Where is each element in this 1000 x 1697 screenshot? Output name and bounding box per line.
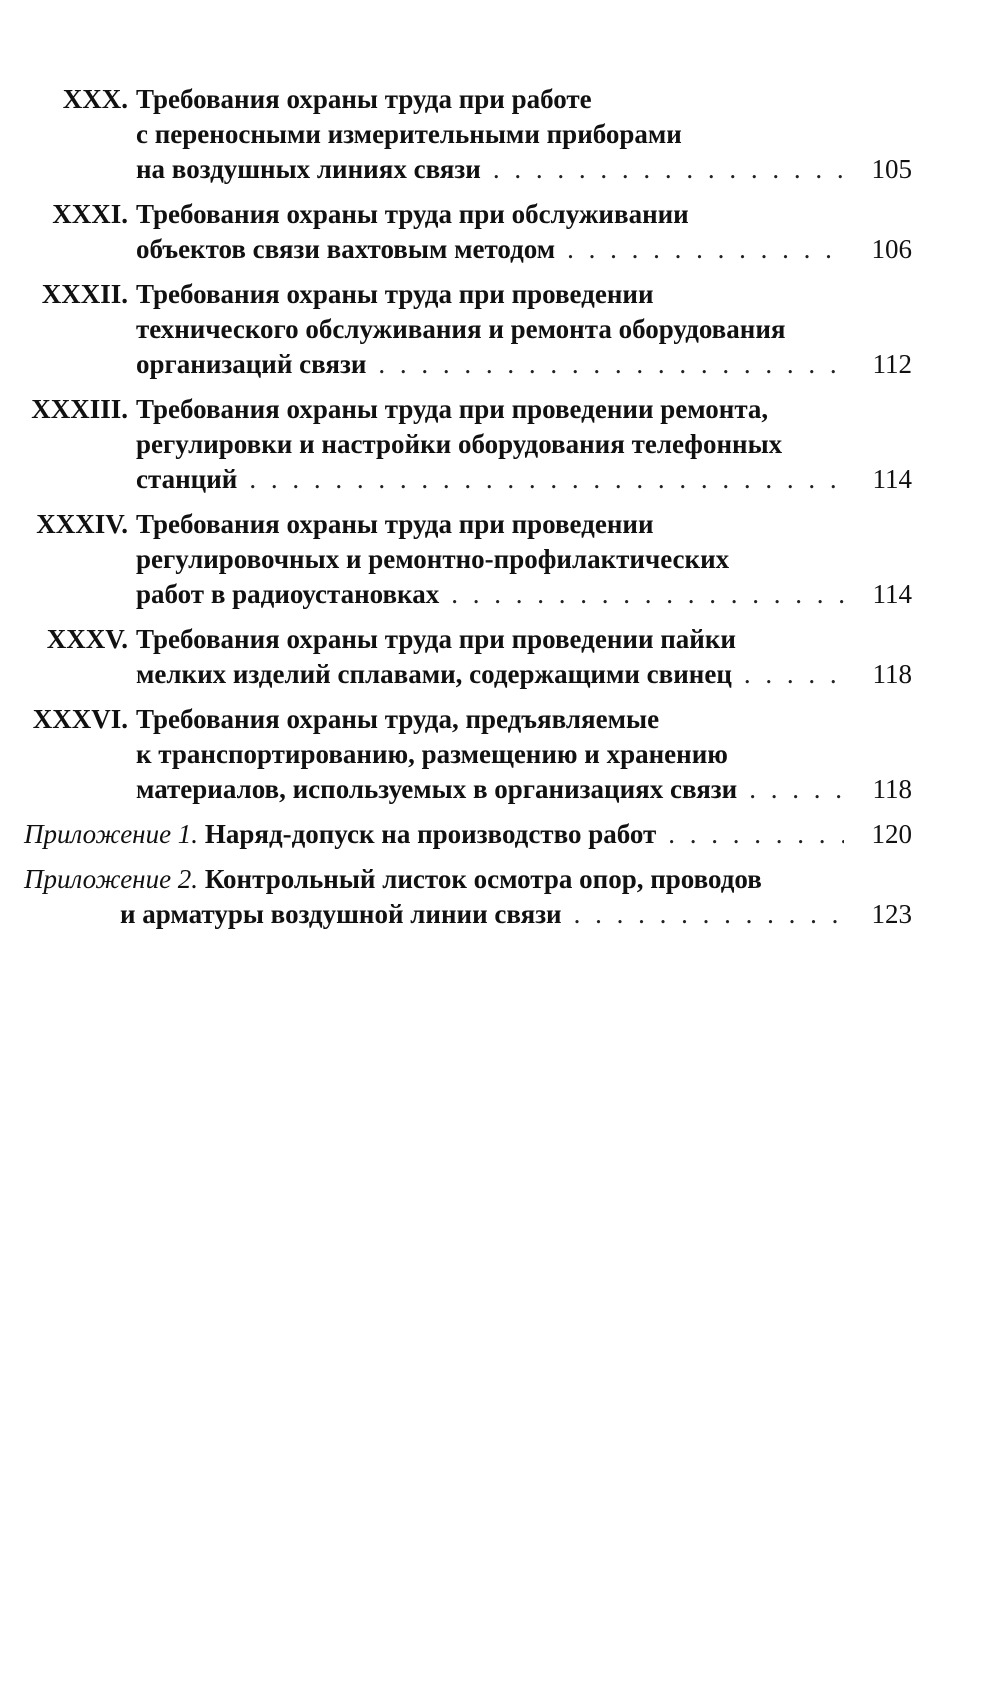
toc-entry-xxxvi [24,702,912,807]
dot-leader [451,577,844,612]
toc-appendix-2 [24,862,912,932]
toc-entry-xxxi [24,197,912,267]
section-title-line: на воздушных линиях связи [136,154,481,184]
appendix-label: Приложение 1. [24,819,199,849]
dot-leader [574,897,844,932]
page-number: 114 [872,579,912,609]
section-title-line: Требования охраны труда при проведении пайки [136,624,736,654]
table-of-contents [24,82,912,942]
section-title-line: организаций связи [136,349,367,379]
section-title-line: с переносными измерительными приборами [136,119,682,149]
section-title-line: регулировочных и ремонтно-профилактических [136,544,730,574]
dot-leader [567,232,844,267]
section-title-line: объектов связи вахтовым методом [136,234,556,264]
dot-leader [668,817,844,852]
page-number: 123 [871,899,912,929]
toc-entry-xxxiv [24,507,912,612]
section-title-line: Требования охраны труда при проведении [136,509,654,539]
dot-leader [249,462,844,497]
section-title-line: Требования охраны труда при работе [136,84,592,114]
section-title-line: станций [136,464,238,494]
page-number: 112 [872,349,912,379]
appendix-label: Приложение 2. [24,864,199,894]
section-title-line: мелких изделий сплавами, содержащими свинец [136,659,732,689]
appendix-title: Наряд-допуск на производство работ [204,819,657,849]
page-number: 106 [871,234,912,264]
section-number: XXXV. [46,624,128,654]
toc-entry-xxxii [24,277,912,382]
section-title-line: материалов, используемых в организациях связи [136,774,738,804]
toc-entry-xxxv [24,622,912,692]
section-title-line: к транспортированию, размещению и хранению [136,739,728,769]
section-title-line: регулировки и настройки оборудования телефонных [136,429,783,459]
appendix-title: Контрольный листок осмотра опор, проводов [204,864,762,894]
toc-entry-xxx [24,82,912,187]
section-number: XXX. [62,84,128,114]
dot-leader [744,657,844,692]
section-number: XXXIII. [31,394,128,424]
page-number: 120 [871,819,912,849]
section-title-line: Требования охраны труда при обслуживании [136,199,689,229]
page-number: 114 [872,464,912,494]
dot-leader [378,347,844,382]
section-title-line: работ в радиоустановках [136,579,440,609]
page-number: 118 [872,659,912,689]
section-number: XXXII. [41,279,128,309]
section-title-line: Требования охраны труда, предъявляемые [136,704,660,734]
section-title-line: Требования охраны труда при проведении [136,279,654,309]
toc-entry-xxxiii [24,392,912,497]
section-title-line: Требования охраны труда при проведении ремонта, [136,394,769,424]
dot-leader [493,152,844,187]
appendix-title-line: и арматуры воздушной линии связи [120,899,562,929]
page-number: 118 [872,774,912,804]
toc-appendix-1 [24,817,912,852]
section-number: XXXI. [52,199,128,229]
section-title-line: технического обслуживания и ремонта оборудования [136,314,786,344]
section-number: XXXIV. [36,509,128,539]
section-number: XXXVI. [32,704,128,734]
dot-leader [749,772,844,807]
page-number: 105 [871,154,912,184]
